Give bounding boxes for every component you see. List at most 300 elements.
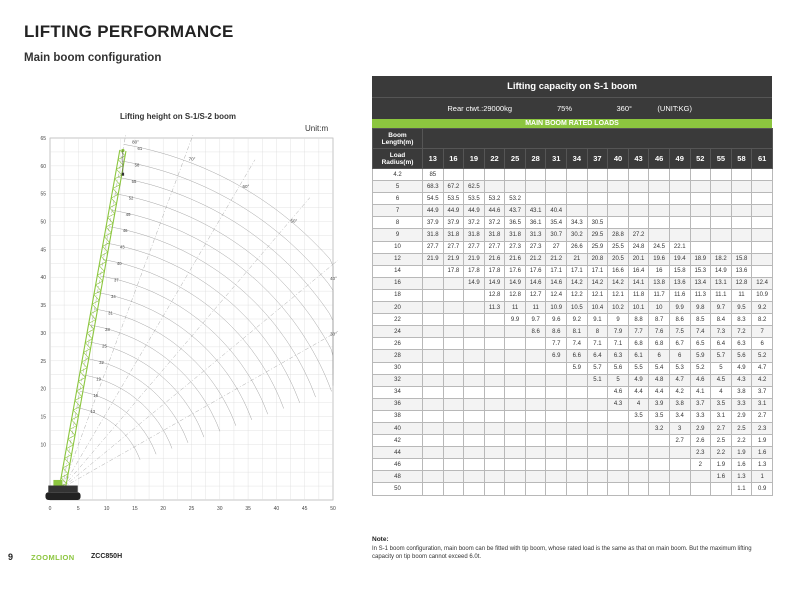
page-subtitle: Main boom configuration (24, 52, 162, 64)
capacity-cell (731, 181, 752, 193)
capacity-cell: 30.5 (587, 217, 608, 229)
capacity-cell: 7.4 (567, 338, 588, 350)
capacity-cell (525, 338, 546, 350)
capacity-cell (608, 410, 629, 422)
capacity-cell (669, 459, 690, 471)
capacity-cell (505, 362, 526, 374)
capacity-cell: 11.8 (628, 289, 649, 301)
capacity-cell (525, 362, 546, 374)
capacity-cell: 11 (525, 302, 546, 314)
capacity-cell (525, 422, 546, 434)
capacity-cell (464, 302, 485, 314)
capacity-cell (649, 217, 670, 229)
hook-block (122, 173, 124, 176)
boom-length-label: 61 (137, 145, 143, 151)
capacity-cell (669, 483, 690, 495)
capacity-cell (669, 447, 690, 459)
capacity-cell: 54.5 (423, 193, 444, 205)
capacity-cell (587, 447, 608, 459)
x-tick-label: 30 (217, 506, 223, 512)
capacity-cell (567, 459, 588, 471)
capacity-cell: 31.8 (443, 229, 464, 241)
capacity-cell (464, 169, 485, 181)
capacity-cell (546, 459, 567, 471)
capacity-cell: 2.3 (752, 422, 773, 434)
capacity-cell: 11.1 (711, 289, 732, 301)
table-row (373, 483, 773, 495)
crane-superstructure (48, 486, 77, 493)
capacity-cell: 9 (608, 314, 629, 326)
capacity-cell: 37.2 (464, 217, 485, 229)
capacity-cell (525, 169, 546, 181)
capacity-cell: 13.6 (731, 265, 752, 277)
boom-length-arc (77, 408, 140, 460)
capacity-cell: 10.9 (752, 289, 773, 301)
capacity-cell (546, 193, 567, 205)
capacity-cell: 20.5 (608, 253, 629, 265)
load-radius-header: Load Radius(m) (373, 149, 423, 169)
capacity-cell: 6.6 (567, 350, 588, 362)
capacity-cell (546, 435, 567, 447)
capacity-cell: 12.1 (587, 289, 608, 301)
capacity-cell: 9.7 (525, 314, 546, 326)
capacity-cell (423, 314, 444, 326)
capacity-cell (690, 217, 711, 229)
capacity-cell (443, 471, 464, 483)
capacity-cell (669, 471, 690, 483)
capacity-cell (711, 169, 732, 181)
model-name: ZCC850H (91, 553, 123, 560)
load-radius-cell: 44 (373, 447, 423, 459)
capacity-cell (669, 217, 690, 229)
x-tick-label: 35 (245, 506, 251, 512)
capacity-cell (464, 386, 485, 398)
capacity-cell: 3.7 (752, 386, 773, 398)
capacity-cell: 6.7 (669, 338, 690, 350)
angle-label: 70° (188, 156, 196, 162)
capacity-cell (752, 241, 773, 253)
capacity-cell (567, 483, 588, 495)
capacity-cell (423, 410, 444, 422)
capacity-cell: 17.1 (546, 265, 567, 277)
capacity-cell (567, 205, 588, 217)
capacity-cell (464, 410, 485, 422)
capacity-cell: 21.6 (505, 253, 526, 265)
brand-logo: ZOOMLION (31, 553, 75, 562)
capacity-cell: 6.9 (546, 350, 567, 362)
capacity-cell (567, 398, 588, 410)
capacity-cell: 4.5 (711, 374, 732, 386)
capacity-table-panel (372, 76, 772, 496)
boom-length-col: 25 (505, 149, 526, 169)
load-radius-cell: 46 (373, 459, 423, 471)
capacity-cell (423, 289, 444, 301)
capacity-cell: 22.1 (669, 241, 690, 253)
capacity-cell: 14.6 (525, 277, 546, 289)
capacity-cell: 7.1 (587, 338, 608, 350)
capacity-cell: 15.8 (669, 265, 690, 277)
capacity-cell: 6.3 (731, 338, 752, 350)
table-row (373, 350, 773, 362)
capacity-cell: 29.5 (587, 229, 608, 241)
capacity-cell: 62.5 (464, 181, 485, 193)
capacity-cell (423, 435, 444, 447)
capacity-cell (505, 447, 526, 459)
table-row (373, 447, 773, 459)
capacity-cell (546, 374, 567, 386)
capacity-cell: 8.6 (669, 314, 690, 326)
capacity-cell (525, 181, 546, 193)
capacity-cell: 9.5 (731, 302, 752, 314)
boom-length-label: 43 (119, 244, 125, 250)
capacity-cell (464, 398, 485, 410)
capacity-cell (546, 169, 567, 181)
capacity-cell (505, 471, 526, 483)
capacity-cell (423, 447, 444, 459)
capacity-cell: 17.1 (567, 265, 588, 277)
capacity-cell: 4 (628, 398, 649, 410)
capacity-cell (608, 181, 629, 193)
capacity-cell: 2.9 (731, 410, 752, 422)
capacity-cell (608, 447, 629, 459)
capacity-cell (628, 435, 649, 447)
capacity-cell: 18.9 (690, 253, 711, 265)
capacity-cell (505, 338, 526, 350)
table-row (373, 229, 773, 241)
capacity-cell: 14.9 (505, 277, 526, 289)
capacity-cell (731, 205, 752, 217)
capacity-cell (484, 471, 505, 483)
capacity-cell (484, 422, 505, 434)
x-tick-label: 50 (330, 506, 336, 512)
capacity-cell: 17.8 (443, 265, 464, 277)
table-row (373, 314, 773, 326)
capacity-cell (628, 181, 649, 193)
angle-line (62, 298, 338, 487)
boom-length-col: 40 (608, 149, 629, 169)
table-row (373, 398, 773, 410)
capacity-cell (423, 326, 444, 338)
capacity-cell: 31.8 (464, 229, 485, 241)
capacity-cell (649, 193, 670, 205)
capacity-cell (711, 217, 732, 229)
capacity-cell (443, 302, 464, 314)
capacity-cell (505, 169, 526, 181)
capacity-cell: 27.7 (423, 241, 444, 253)
capacity-cell (505, 483, 526, 495)
capacity-cell: 1.3 (731, 471, 752, 483)
capacity-cell: 5.2 (690, 362, 711, 374)
capacity-cell (443, 314, 464, 326)
capacity-cell (752, 193, 773, 205)
capacity-cell: 9.6 (546, 314, 567, 326)
capacity-cell: 17.8 (484, 265, 505, 277)
capacity-cell: 7.1 (608, 338, 629, 350)
page-number: 9 (8, 552, 14, 562)
table-row (373, 326, 773, 338)
capacity-cell: 15.3 (690, 265, 711, 277)
capacity-cell: 40.4 (546, 205, 567, 217)
capacity-cell: 8.5 (690, 314, 711, 326)
capacity-cell: 9.2 (567, 314, 588, 326)
capacity-cell: 8 (587, 326, 608, 338)
capacity-cell (464, 326, 485, 338)
capacity-cell (484, 362, 505, 374)
capacity-cell: 27.2 (628, 229, 649, 241)
capacity-cell: 6.3 (608, 350, 629, 362)
table-row (373, 217, 773, 229)
capacity-cell (669, 193, 690, 205)
capacity-cell (484, 326, 505, 338)
capacity-cell (443, 386, 464, 398)
capacity-cell (423, 374, 444, 386)
capacity-cell: 27.7 (484, 241, 505, 253)
capacity-cell: 1.6 (711, 471, 732, 483)
crane-tracks (45, 492, 80, 500)
capacity-cell: 17.6 (505, 265, 526, 277)
percent-label: 75% (556, 104, 572, 113)
capacity-cell (669, 181, 690, 193)
boom-length-label: 52 (128, 195, 134, 201)
capacity-cell: 31.8 (423, 229, 444, 241)
x-tick-label: 15 (132, 506, 138, 512)
table-row (373, 302, 773, 314)
capacity-cell: 8.4 (711, 314, 732, 326)
capacity-cell: 2.2 (711, 447, 732, 459)
angle-label: 50° (290, 218, 298, 224)
capacity-cell: 8.3 (731, 314, 752, 326)
capacity-cell: 14.1 (628, 277, 649, 289)
capacity-cell: 85 (423, 169, 444, 181)
capacity-cell: 12.4 (752, 277, 773, 289)
capacity-cell: 2.6 (690, 435, 711, 447)
capacity-cell: 43.1 (525, 205, 546, 217)
capacity-cell: 24.8 (628, 241, 649, 253)
boom-length-arc (100, 276, 267, 414)
x-tick-label: 40 (273, 506, 280, 512)
capacity-cell (484, 374, 505, 386)
capacity-cell (690, 181, 711, 193)
capacity-cell (567, 410, 588, 422)
boom-length-label: 28 (105, 326, 110, 332)
capacity-cell (423, 386, 444, 398)
x-tick-label: 10 (103, 506, 110, 512)
capacity-cell (484, 338, 505, 350)
capacity-cell (484, 386, 505, 398)
capacity-cell (484, 459, 505, 471)
capacity-cell: 10.4 (587, 302, 608, 314)
capacity-cell: 1.6 (731, 459, 752, 471)
capacity-cell: 13.1 (711, 277, 732, 289)
capacity-cell: 5.1 (587, 374, 608, 386)
y-tick-label: 20 (40, 386, 46, 393)
load-radius-cell: 36 (373, 398, 423, 410)
capacity-cell (443, 398, 464, 410)
capacity-cell (587, 386, 608, 398)
capacity-cell: 8.2 (752, 314, 773, 326)
boom-length-header: Boom Length(m) (373, 129, 423, 149)
capacity-cell: 24.5 (649, 241, 670, 253)
boom-length-label: 46 (122, 228, 128, 234)
boom-length-col: 13 (423, 149, 444, 169)
x-tick-label: 5 (76, 506, 80, 512)
capacity-cell: 37.9 (443, 217, 464, 229)
capacity-cell (587, 435, 608, 447)
load-radius-cell: 9 (373, 229, 423, 241)
capacity-cell: 4.6 (690, 374, 711, 386)
capacity-cell: 12.8 (505, 289, 526, 301)
capacity-cell: 5.7 (711, 350, 732, 362)
capacity-cell (525, 483, 546, 495)
load-radius-cell: 4.2 (373, 169, 423, 181)
y-tick-label: 25 (40, 358, 46, 365)
capacity-cell (443, 289, 464, 301)
capacity-cell (567, 435, 588, 447)
capacity-cell: 4 (711, 386, 732, 398)
boom-length-label: 49 (125, 211, 131, 217)
capacity-cell (711, 241, 732, 253)
capacity-cell: 6.1 (628, 350, 649, 362)
capacity-cell (423, 422, 444, 434)
capacity-cell (443, 362, 464, 374)
boom-length-arc (80, 391, 156, 454)
capacity-cell: 4.4 (628, 386, 649, 398)
boom-length-arc (124, 144, 333, 368)
capacity-cell: 9.1 (587, 314, 608, 326)
table-title: Lifting capacity on S-1 boom (372, 76, 772, 98)
boom-length-col: 58 (731, 149, 752, 169)
capacity-cell (505, 410, 526, 422)
capacity-cell: 43.7 (505, 205, 526, 217)
capacity-cell (423, 338, 444, 350)
capacity-cell (484, 314, 505, 326)
capacity-cell: 4.2 (752, 374, 773, 386)
capacity-cell (423, 459, 444, 471)
capacity-cell: 44.6 (484, 205, 505, 217)
capacity-cell: 15.8 (731, 253, 752, 265)
capacity-cell: 17.1 (587, 265, 608, 277)
load-radius-cell: 34 (373, 386, 423, 398)
boom-length-label: 25 (102, 343, 107, 349)
capacity-cell (608, 459, 629, 471)
capacity-cell (752, 253, 773, 265)
capacity-cell (587, 471, 608, 483)
capacity-cell (587, 410, 608, 422)
capacity-cell (464, 422, 485, 434)
lifting-range-chart (28, 134, 338, 519)
capacity-cell: 3.2 (649, 422, 670, 434)
capacity-cell: 11.6 (669, 289, 690, 301)
capacity-cell (628, 459, 649, 471)
capacity-cell (464, 483, 485, 495)
capacity-cell (567, 386, 588, 398)
capacity-cell (690, 193, 711, 205)
capacity-cell: 53.5 (464, 193, 485, 205)
boom-header-spacer (423, 129, 773, 149)
capacity-cell: 21.2 (525, 253, 546, 265)
capacity-cell: 8.1 (567, 326, 588, 338)
capacity-cell (443, 169, 464, 181)
x-tick-label: 45 (301, 506, 308, 512)
boom-length-label: 19 (96, 376, 101, 382)
capacity-cell (752, 217, 773, 229)
capacity-cell (464, 362, 485, 374)
boom-length-col: 52 (690, 149, 711, 169)
load-radius-cell: 24 (373, 326, 423, 338)
load-radius-cell: 40 (373, 422, 423, 434)
capacity-cell (690, 483, 711, 495)
capacity-cell: 6.4 (587, 350, 608, 362)
capacity-cell: 4.7 (669, 374, 690, 386)
table-conditions (372, 98, 772, 119)
capacity-cell: 14.9 (464, 277, 485, 289)
capacity-cell (711, 193, 732, 205)
capacity-cell: 17.6 (525, 265, 546, 277)
capacity-cell: 6.8 (628, 338, 649, 350)
capacity-cell: 3.4 (669, 410, 690, 422)
capacity-cell: 44.9 (443, 205, 464, 217)
boom-length-label: 31 (108, 310, 113, 316)
table-row (373, 193, 773, 205)
boom-length-col: 46 (649, 149, 670, 169)
capacity-cell: 7.7 (628, 326, 649, 338)
y-tick-label: 45 (40, 247, 46, 254)
table-row (373, 435, 773, 447)
capacity-cell: 7 (752, 326, 773, 338)
boom-length-label: 16 (93, 392, 99, 398)
boom-length-col: 19 (464, 149, 485, 169)
boom-length-col: 16 (443, 149, 464, 169)
y-tick-label: 40 (40, 275, 46, 282)
capacity-cell (587, 483, 608, 495)
capacity-cell: 4.1 (690, 386, 711, 398)
boom-length-label: 37 (113, 277, 119, 283)
capacity-cell: 10.2 (608, 302, 629, 314)
capacity-cell (649, 471, 670, 483)
capacity-cell: 2.7 (711, 422, 732, 434)
capacity-cell (752, 205, 773, 217)
capacity-cell (505, 374, 526, 386)
capacity-cell: 3.1 (711, 410, 732, 422)
load-radius-cell: 18 (373, 289, 423, 301)
boom-length-label: 34 (111, 294, 116, 300)
capacity-cell (443, 277, 464, 289)
capacity-cell (752, 181, 773, 193)
capacity-cell: 4.4 (649, 386, 670, 398)
capacity-cell: 3.8 (731, 386, 752, 398)
capacity-cell (525, 471, 546, 483)
capacity-cell (423, 398, 444, 410)
capacity-cell: 21.9 (443, 253, 464, 265)
table-row (373, 471, 773, 483)
capacity-cell (731, 169, 752, 181)
capacity-cell: 1.9 (752, 435, 773, 447)
table-row (373, 181, 773, 193)
capacity-cell: 8.6 (546, 326, 567, 338)
capacity-cell (505, 398, 526, 410)
capacity-cell: 14.2 (587, 277, 608, 289)
capacity-cell (423, 350, 444, 362)
table-row (373, 169, 773, 181)
note-text: In S-1 boom configuration, main boom can be fitted with tip boom, whose rated load is the same as that on main boom. But the maximum lifting capacity on tip boom cannot exceed 6.0t. (372, 546, 752, 560)
capacity-cell: 3.5 (711, 398, 732, 410)
capacity-cell: 30.2 (567, 229, 588, 241)
capacity-cell (546, 422, 567, 434)
capacity-cell (628, 483, 649, 495)
capacity-cell: 44.9 (423, 205, 444, 217)
capacity-cell: 13.6 (669, 277, 690, 289)
capacity-cell: 2.2 (731, 435, 752, 447)
